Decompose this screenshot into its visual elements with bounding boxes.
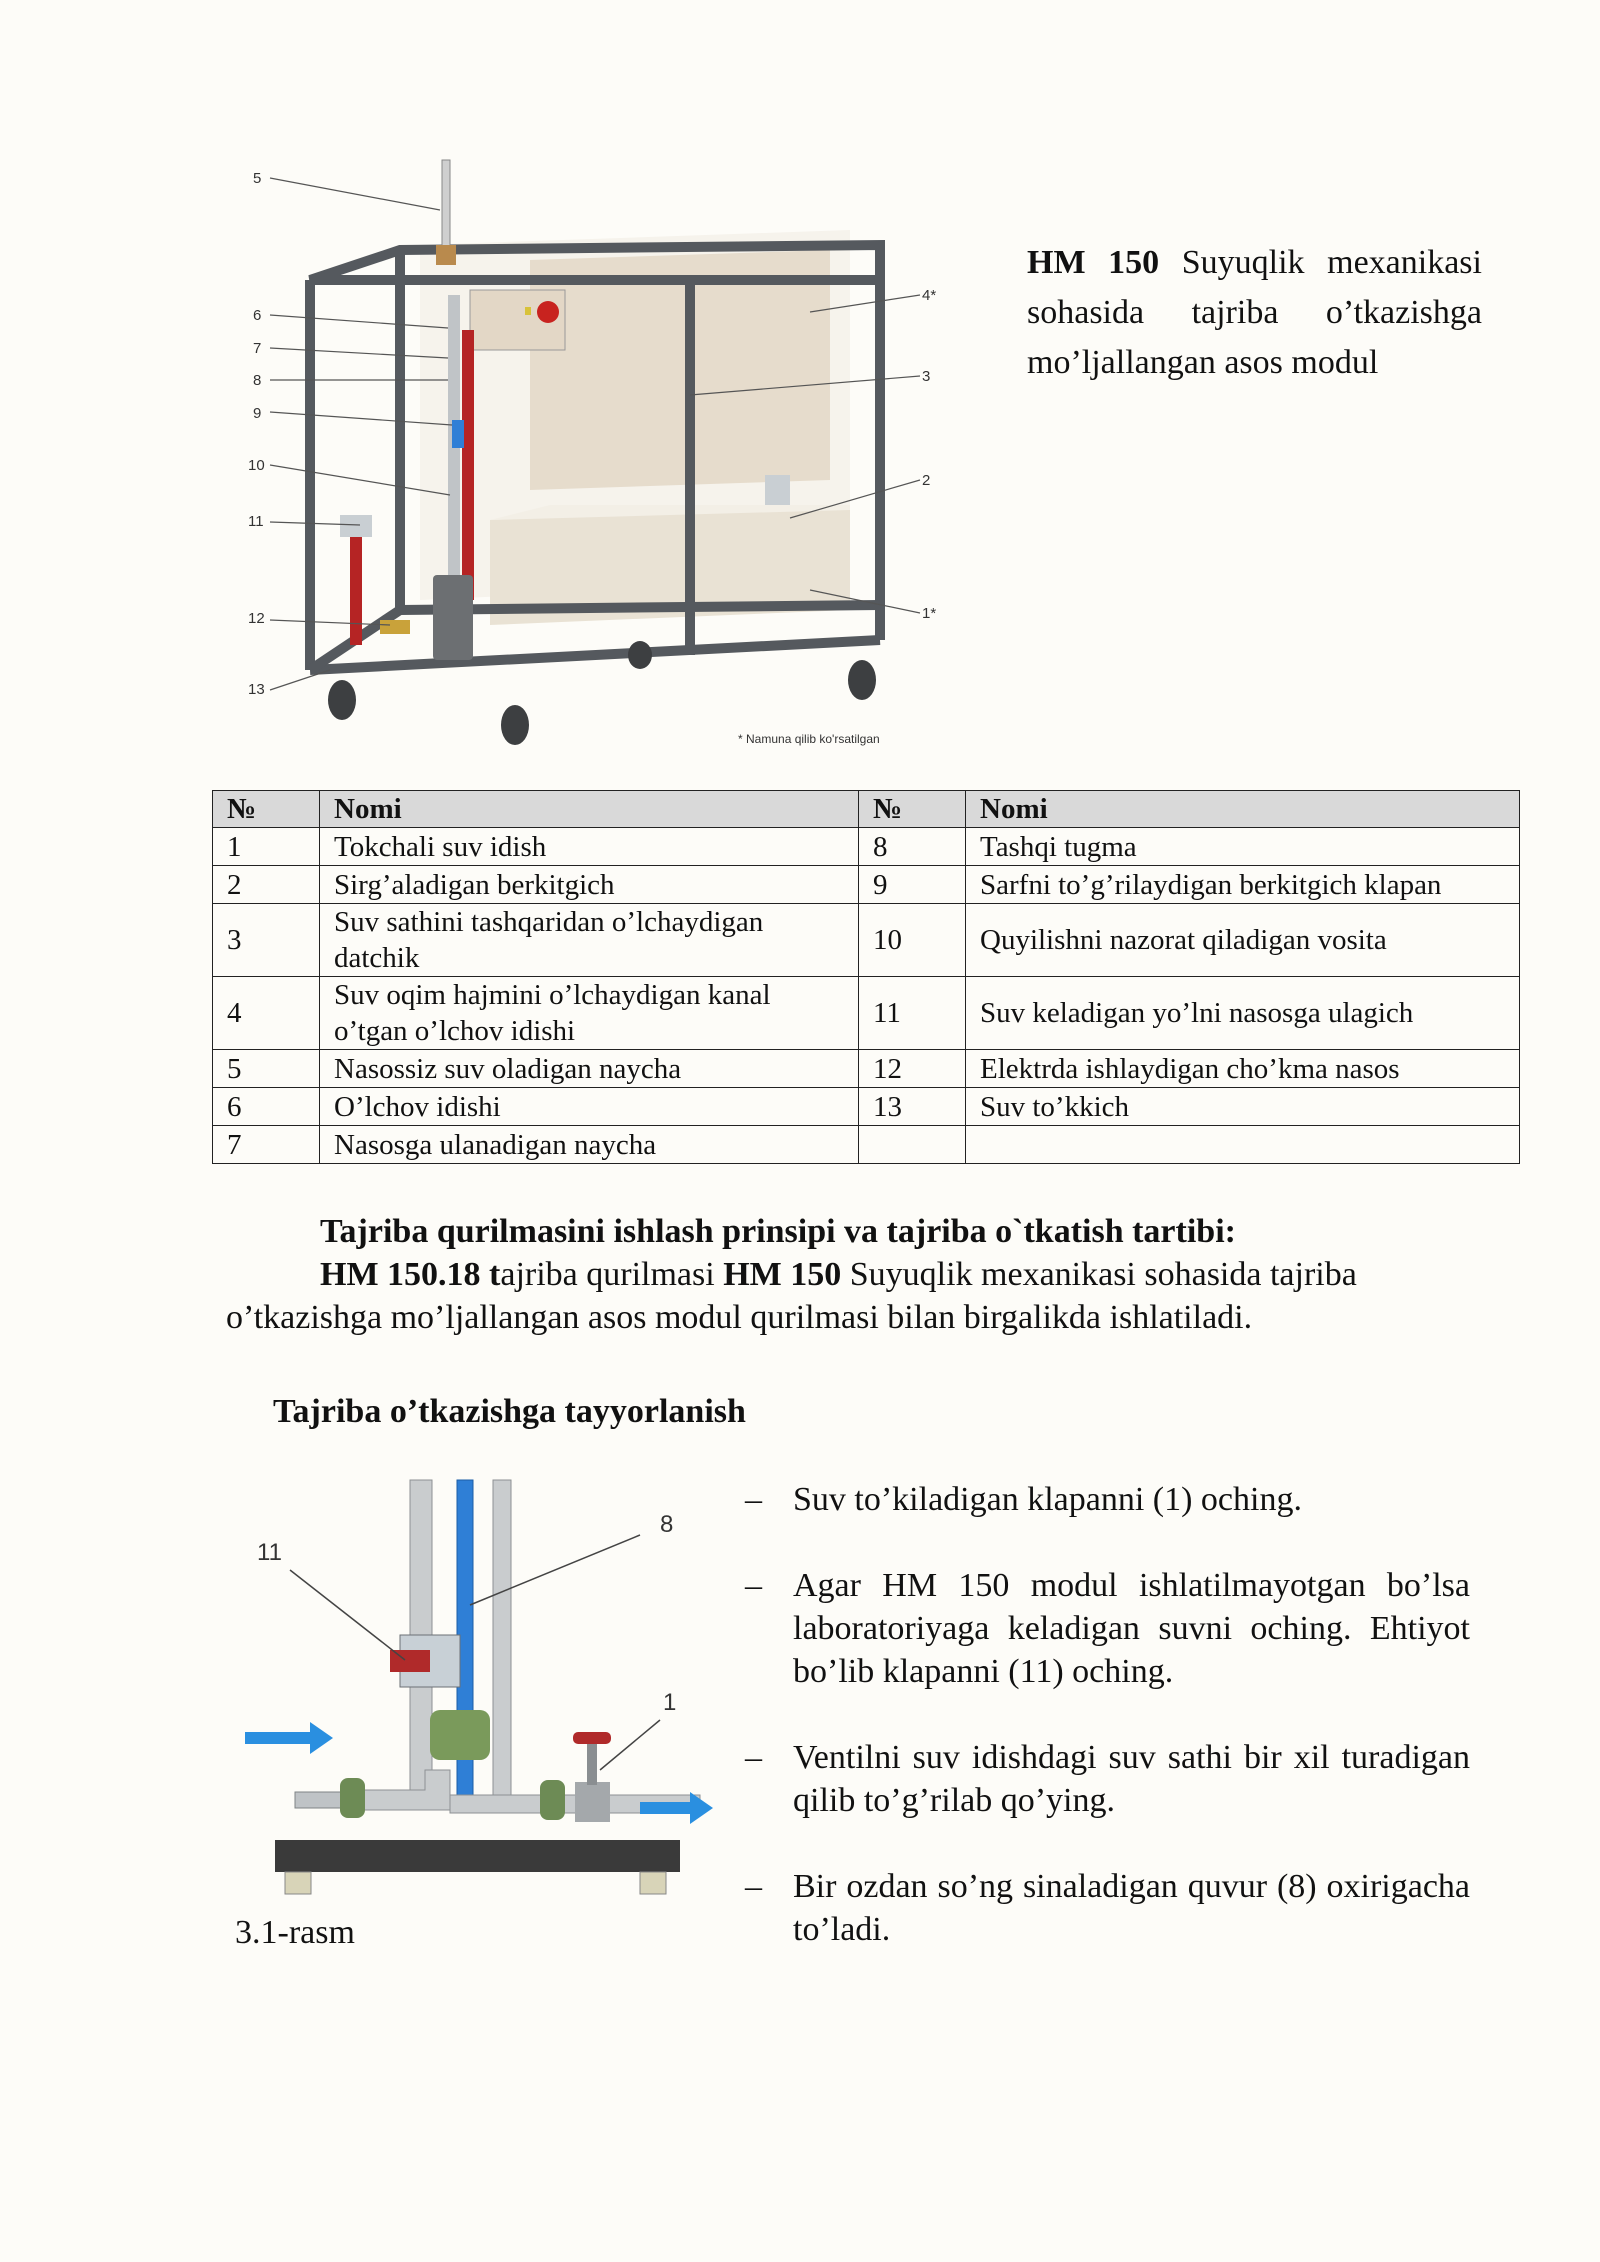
right-pipe xyxy=(493,1480,511,1810)
header-name: Nomi xyxy=(320,791,859,828)
cell-name: Sarfni to’g’rilaydigan berkitgich klapan xyxy=(966,866,1520,904)
intro-continuation: o’tkazishga mo’ljallangan asos modul qurilmasi bilan birgalikda ishlatiladi. xyxy=(226,1299,1253,1336)
cell-number: 10 xyxy=(859,904,966,977)
drain-valve-handwheel xyxy=(573,1732,611,1744)
callout-8: 8 xyxy=(253,372,262,389)
measuring-tank xyxy=(530,250,830,490)
callout-5: 5 xyxy=(253,170,262,187)
figure-note: * Namuna qilib ko'rsatilgan xyxy=(738,732,880,746)
inlet-coupling xyxy=(340,1778,365,1818)
module-code: HM 150 xyxy=(1027,244,1160,281)
cell-number: 5 xyxy=(213,1050,320,1088)
step-text: Agar HM 150 modul ishlatilmayotgan bo’lsa laboratoriyaga keladigan suvni oching. Ehtiyot bo’lib klapanni (11) oching. xyxy=(793,1567,1470,1690)
callout-13: 13 xyxy=(248,681,265,698)
base-plate xyxy=(275,1840,680,1872)
cell-name: Suv keladigan yo’lni nasosga ulagich xyxy=(966,977,1520,1050)
inlet-fitting xyxy=(340,515,372,537)
callout-10: 10 xyxy=(248,457,265,474)
cell-name: Tokchali suv idish xyxy=(320,828,859,866)
intro-code: HM 150.18 t xyxy=(320,1256,501,1293)
callout-11: 11 xyxy=(248,513,264,530)
callout-1: 1* xyxy=(922,605,937,622)
priming-tube xyxy=(442,160,450,255)
slide-gate xyxy=(765,475,790,505)
callout-2: 2 xyxy=(922,472,931,489)
green-fitting xyxy=(430,1710,490,1760)
cell-number: 11 xyxy=(859,977,966,1050)
cell-name: O’lchov idishi xyxy=(320,1088,859,1126)
tube-coupling xyxy=(436,245,456,265)
inlet-pipe-red xyxy=(350,525,362,645)
intro-rest: Suyuqlik mexanikasi sohasida tajriba xyxy=(841,1256,1357,1293)
cell-number: 12 xyxy=(859,1050,966,1088)
cell-name xyxy=(966,1126,1520,1164)
intro-code-2: HM 150 xyxy=(723,1256,842,1293)
module-description: Suyuqlik mexanikasi sohasida tajriba o’tkazishga mo’ljallangan asos modul xyxy=(1027,244,1482,381)
drain-valve-stem xyxy=(587,1740,597,1785)
test-setup-figure xyxy=(235,1470,715,1920)
table-row xyxy=(213,904,1520,977)
figure-callout-1: 1 xyxy=(663,1689,677,1716)
outlet-coupling xyxy=(540,1780,565,1820)
hm150-module-drawing xyxy=(230,150,950,760)
step-text: Suv to’kiladigan klapanni (1) oching. xyxy=(793,1481,1302,1518)
cell-number: 3 xyxy=(213,904,320,977)
step-text: Ventilni suv idishdagi suv sathi bir xil turadigan qilib to’g’rilab qo’ying. xyxy=(793,1739,1470,1819)
cell-number: 1 xyxy=(213,828,320,866)
table-row xyxy=(213,1088,1520,1126)
external-button-icon xyxy=(537,301,559,323)
parts-table xyxy=(212,790,1520,1164)
cell-number: 9 xyxy=(859,866,966,904)
cell-name: Suv sathini tashqaridan o’lchaydigan datchik xyxy=(320,904,859,977)
step-item xyxy=(745,1736,1470,1822)
table-row xyxy=(213,866,1520,904)
step-dash: – xyxy=(745,1481,762,1518)
submersible-pump xyxy=(433,575,473,660)
header-number: № xyxy=(213,791,320,828)
callout-9: 9 xyxy=(253,405,262,422)
cell-name: Suv oqim hajmini o’lchaydigan kanal o’tgan o’lchov idishi xyxy=(320,977,859,1050)
callout-4: 4* xyxy=(922,287,937,304)
step-text: Bir ozdan so’ng sinaladigan quvur (8) oxirigacha to’ladi. xyxy=(793,1868,1470,1948)
figure-callout-8: 8 xyxy=(660,1511,674,1538)
indicator-lamp-icon xyxy=(525,307,531,315)
cell-number: 8 xyxy=(859,828,966,866)
table-row xyxy=(213,1126,1520,1164)
module-title xyxy=(1027,238,1482,388)
pump-pipe-red xyxy=(462,330,474,600)
drain-fitting xyxy=(380,620,410,634)
base-foot-left xyxy=(285,1872,311,1894)
inlet-arrow-icon xyxy=(245,1722,333,1754)
figure-callout-11: 11 xyxy=(257,1539,282,1566)
drain-valve-body xyxy=(575,1782,610,1822)
cell-name: Quyilishni nazorat qiladigan vosita xyxy=(966,904,1520,977)
hm150-module-figure xyxy=(230,150,950,760)
base-foot-right xyxy=(640,1872,666,1894)
callout-6: 6 xyxy=(253,307,262,324)
cell-name: Sirg’aladigan berkitgich xyxy=(320,866,859,904)
step-item xyxy=(745,1478,1470,1521)
preparation-heading: Tajriba o’tkazishga tayyorlanish xyxy=(273,1393,746,1430)
cell-number: 2 xyxy=(213,866,320,904)
test-setup-drawing xyxy=(235,1470,715,1920)
cell-name: Suv to’kkich xyxy=(966,1088,1520,1126)
intro-mid: ajriba qurilmasi xyxy=(500,1256,724,1293)
header-name-2: Nomi xyxy=(966,791,1520,828)
table-row xyxy=(213,828,1520,866)
inlet-elbow xyxy=(355,1770,450,1810)
callout-7: 7 xyxy=(253,340,262,357)
intro-paragraph xyxy=(320,1253,1357,1296)
callout-3: 3 xyxy=(922,368,931,385)
table-row xyxy=(213,1050,1520,1088)
header-number-2: № xyxy=(859,791,966,828)
cell-number: 7 xyxy=(213,1126,320,1164)
cell-number xyxy=(859,1126,966,1164)
step-item xyxy=(745,1564,1470,1693)
cell-number: 6 xyxy=(213,1088,320,1126)
step-dash: – xyxy=(745,1868,762,1905)
cell-name: Nasosga ulanadigan naycha xyxy=(320,1126,859,1164)
cell-name: Tashqi tugma xyxy=(966,828,1520,866)
cell-name: Nasossiz suv oladigan naycha xyxy=(320,1050,859,1088)
section-heading: Tajriba qurilmasini ishlash prinsipi va tajriba o`tkatish tartibi: xyxy=(320,1213,1236,1250)
step-dash: – xyxy=(745,1567,762,1604)
cell-number: 4 xyxy=(213,977,320,1050)
callout-12: 12 xyxy=(248,610,265,627)
figure-caption: 3.1-rasm xyxy=(235,1914,355,1951)
cell-name: Elektrda ishlaydigan cho’kma nasos xyxy=(966,1050,1520,1088)
cell-number: 13 xyxy=(859,1088,966,1126)
step-item xyxy=(745,1865,1470,1951)
flow-valve-blue xyxy=(452,420,464,448)
table-row xyxy=(213,977,1520,1050)
table-header-row xyxy=(213,791,1520,828)
step-dash: – xyxy=(745,1739,762,1776)
